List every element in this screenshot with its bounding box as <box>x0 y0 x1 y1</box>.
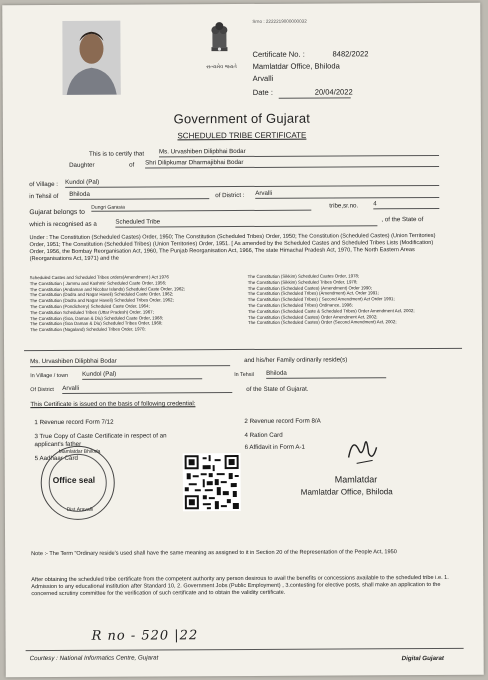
issuing-district: Arvalli <box>252 73 274 83</box>
state-suffix: , of the State of <box>381 216 424 224</box>
basis-heading: This Certificate is issued on the basis of following credential: <box>30 400 196 409</box>
order-item: The Constitution Scheduled Tribes (Uttar Pradesh) Order, 1967; <box>29 309 154 315</box>
footer-courtesy: Courtesy : National Informatics Centre, Gujarat <box>29 654 159 663</box>
section-divider <box>24 348 462 351</box>
note-text: Note :- The Term "Ordinary reside's used shall have the same meaning as assigned to it in Section 20 of the Representation of the People Act, 1950 <box>31 549 397 558</box>
serial-number: Srno : 2222219000000032 <box>252 18 307 24</box>
district-value: Arvalli <box>255 189 439 199</box>
order-item: The Constitution (Dadra and Nagar Haveli) Scheduled Caste Order, 1962; <box>29 291 174 298</box>
residence-village-label: In Village / town <box>30 372 69 380</box>
residence-district: Arvalli <box>62 384 232 393</box>
office-seal-text: Office seal <box>52 474 96 485</box>
date-underline <box>279 97 351 98</box>
order-item: The Constitution (Scheduled Castes) (Amendment) Order 1990; <box>247 284 372 291</box>
date-label: Date : <box>252 87 273 97</box>
family-reside-text: and his/her Family ordinarily reside(s) <box>244 356 348 364</box>
applicant-name: Ms. Urvashiben Dilipbhai Bodar <box>159 147 439 157</box>
certificate-title: SCHEDULED TRIBE CERTIFICATE <box>177 130 307 141</box>
tribe-label: Gujarat belongs to <box>29 208 85 217</box>
applicant-photo <box>62 21 120 95</box>
order-item: The Constitution (Scheduled Castes) Order Amendment Act, 2002; <box>247 313 378 320</box>
signatory-title: Mamlatdar <box>334 474 378 485</box>
credential-item: 1 Revenue record Form 7/12 <box>34 418 114 427</box>
order-item: The Constitution (Nagaland) Scheduled Tribes Order, 1970; <box>29 326 146 333</box>
emblem-caption: સત્યમેવ જયતે <box>206 64 237 71</box>
credential-item: 4 Ration Card <box>244 431 283 439</box>
issue-date: 20/04/2022 <box>314 87 353 97</box>
person-photo-icon <box>62 21 120 95</box>
credential-item: 6 Affidavit in Form A-1 <box>244 443 306 451</box>
residence-village: Kundol (Pal) <box>82 370 202 379</box>
recognised-label: which is recognised as a <box>29 220 97 229</box>
signature-icon <box>342 427 382 467</box>
order-item: The Constitution (Scheduled Castes) Order (Second Amendment) Act, 2002; <box>247 319 397 326</box>
taluka-value: Bhiloda <box>69 190 209 199</box>
signatory-office: Mamlatdar Office, Bhiloda <box>300 487 393 497</box>
village-label: of Village : <box>29 180 58 189</box>
residence-name: Ms. Urvashiben Dilipbhai Bodar <box>30 357 230 367</box>
order-item: The Constitution (Goa, Daman & Diu) Scheduled Caste Order, 1968; <box>29 314 164 321</box>
certificate-no: 8482/2022 <box>332 49 369 59</box>
district-label: of District : <box>215 191 245 200</box>
order-item: The Constitution (Goa Daman & Diu) Scheduled Tribes Order, 1968; <box>29 320 163 327</box>
order-item: The Constitution (Scheduled Caste & Scheduled Tribes) Order Amendment Act, 2002; <box>247 307 415 314</box>
certify-prefix: This is to certify that <box>89 150 145 158</box>
after-note-text: After obtaining the scheduled tribe certificate from the competent authority any person desirous to avail the benefits or concessions available to the scheduled tribe i.e. 1. Admission to any educational institution after Standard 10, 2. Government Jobs (Public Employment) , 3.contesting for elective posts, shall make an application to the concerned scrutiny committee for the verification of such certificate and to obtain the validity certificate. <box>31 574 449 597</box>
order-item: The Constitution (Scheduled Tribes) Ordinance, 1996; <box>247 302 353 308</box>
under-paragraph: Under : The Constitution (Scheduled Castes) Order, 1950; The Constitution (Scheduled Tribes) Order, 1950; The Constitution (Scheduled Castes) (Union Territories) Order, 1951; The Constitution (Scheduled Tribes) (Union Territories) Order, 1951. [ As amended by the Scheduled Castes and Scheduled Tribes Lists (Modification) Order, 1956, the Bombay Reorganisation Act, 1960, The Punjab Reorganisation Act, 1966, The state Himachal Pradesh Act, 1970, The North Eastern Areas (Reorganisations Act, 1971) and the <box>29 232 436 262</box>
taluka-label: in Tehsil of <box>29 192 59 201</box>
order-item: The Constitution (Sikkim) Scheduled Tribes Order, 1978; <box>247 279 358 285</box>
residence-tehsil: Bhiloda <box>266 369 386 378</box>
residence-tehsil-label: In Tehsil <box>234 371 254 379</box>
residence-district-label: Of District <box>30 386 54 394</box>
order-item: The Constitution (Andaman and Nicobar Islands) Scheduled Caste Order, 1962; <box>29 285 185 292</box>
footer-brand: Digital Gujarat <box>401 654 444 663</box>
tribe-value: Dungri Garasia <box>91 204 311 212</box>
father-name: Shri Dilipkumar Dharmajibhai Bodar <box>145 158 439 168</box>
order-item: The Constitution ( Jammu and Kashmir Scheduled Caste Order, 1956; <box>29 280 167 286</box>
order-item: The Constitution (Sikkim) Scheduled Castes Order, 1978; <box>247 273 360 279</box>
order-item: The Constitution (Pondicherry) Scheduled Caste Order, 1964; <box>29 303 150 310</box>
order-item: Scheduled Castes and Scheduled Tribes orders(Amendment ) Act 1976 <box>29 274 169 281</box>
relation: Daughter <box>69 161 95 169</box>
orders-right <box>248 273 454 326</box>
order-item: The Constitution (Scheduled Tribes) (Amendment) Act, Order 1991; <box>247 290 379 297</box>
footer-divider <box>26 648 464 651</box>
credential-item: 5 Aadhaar Card <box>34 454 78 463</box>
certificate-document <box>2 3 484 677</box>
order-item: The Constitution (Scheduled Tribes) ( Second Amendment) Act Order 1991; <box>247 296 395 303</box>
qr-code-icon <box>183 453 241 511</box>
seal-ring-bottom: Dist.Aravalli <box>66 506 94 513</box>
tribe-srno-label: tribe,sr.no. <box>329 202 359 210</box>
of-label: of <box>129 161 135 169</box>
credential-item: 3 True Copy of Caste Certificate in respect of an applicant's father <box>34 432 167 448</box>
certificate-no-label: Certificate No. : <box>252 49 305 59</box>
government-title: Government of Gujarat <box>173 110 311 127</box>
orders-left <box>30 274 240 333</box>
credential-item: 2 Revenue record Form 8/A <box>244 417 321 425</box>
order-item: The Constitution (Dadra and Nagar Haveli) Scheduled Tribes Order, 1962; <box>29 297 174 304</box>
residence-state: of the State of Gujarat. <box>246 385 309 393</box>
recognised-value: Scheduled Tribe <box>115 217 377 227</box>
seal-ring-top: Mamlatdar Bhiloda <box>58 448 101 455</box>
village-value: Kundol (Pal) <box>65 177 439 188</box>
national-emblem-icon <box>200 14 238 64</box>
tribe-srno: 4 <box>373 200 439 209</box>
handwritten-receipt: R no - 520 |22 <box>91 628 199 644</box>
issuing-office: Mamlatdar Office, Bhiloda <box>252 61 340 71</box>
